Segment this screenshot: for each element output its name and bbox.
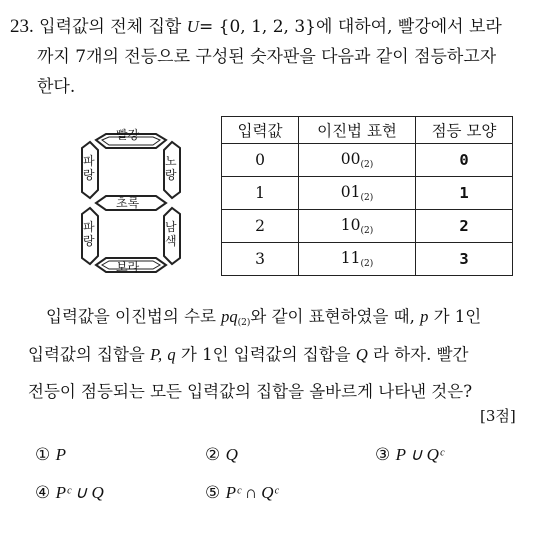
stem-text: 입력값의 전체 집합 <box>39 17 182 37</box>
choice-5[interactable]: ⑤ Pᶜ ∩ Qᶜ <box>205 483 279 503</box>
table-cell-binary: $10_{(2)}$ <box>299 210 416 243</box>
question-stem-line1 <box>10 12 502 38</box>
choice-4[interactable]: ④ Pᶜ ∪ Q <box>35 483 104 503</box>
table-row <box>222 177 513 210</box>
table-cell-shape: 2 <box>416 210 513 243</box>
body-line2: 입력값의 집합을 P, q 가 1인 입력값의 집합을 Q 라 하자. 빨간 <box>28 345 469 364</box>
table-cell-shape: 1 <box>416 177 513 210</box>
segment-lower-left-label: 파랑 <box>83 220 95 248</box>
question-stem-line2: 까지 7개의 전등으로 구성된 숫자판을 다음과 같이 점등하고자 <box>37 47 497 67</box>
table-header: 입력값 <box>222 117 299 144</box>
universal-set-symbol: U <box>186 17 200 36</box>
table-cell-shape: 0 <box>416 144 513 177</box>
segment-lower-right-label: 남색 <box>165 220 177 248</box>
table-cell-binary: $00_{(2)}$ <box>299 144 416 177</box>
body-line3: 전등이 점등되는 모든 입력값의 집합을 올바르게 나타낸 것은? <box>28 382 473 401</box>
segment-upper-right-label: 노랑 <box>165 154 177 182</box>
body-line1: 입력값을 이진법의 수로 $pq_{(2)}$와 같이 표현하였을 때, p 가 1인 <box>46 307 482 328</box>
table-cell-binary: $01_{(2)}$ <box>299 177 416 210</box>
choice-2[interactable]: ② Q <box>205 445 238 465</box>
score-label: [3점] <box>480 407 516 425</box>
mapping-table <box>221 116 513 276</box>
segment-bottom-label: 보라 <box>116 260 140 274</box>
seven-segment-figure <box>76 126 186 282</box>
choice-1[interactable]: ① P <box>35 445 67 465</box>
table-cell-shape: 3 <box>416 243 513 276</box>
segment-top-label: 빨강 <box>116 128 140 142</box>
table-row <box>222 243 513 276</box>
table-cell-input: 1 <box>222 177 299 210</box>
table-cell-input: 2 <box>222 210 299 243</box>
question-stem-line3: 한다. <box>37 77 76 97</box>
table-cell-input: 3 <box>222 243 299 276</box>
table-header: 점등 모양 <box>416 117 513 144</box>
table-cell-binary: $11_{(2)}$ <box>299 243 416 276</box>
segment-upper-left-label: 파랑 <box>83 154 95 182</box>
segment-middle-label: 초록 <box>116 196 140 210</box>
stem-text: = {0, 1, 2, 3}에 대하여, 빨강에서 보라 <box>199 17 502 37</box>
choice-3[interactable]: ③ P ∪ Qᶜ <box>375 445 444 465</box>
table-row <box>222 210 513 243</box>
table-header: 이진법 표현 <box>299 117 416 144</box>
table-cell-input: 0 <box>222 144 299 177</box>
question-number: 23. <box>10 16 34 37</box>
table-row <box>222 144 513 177</box>
